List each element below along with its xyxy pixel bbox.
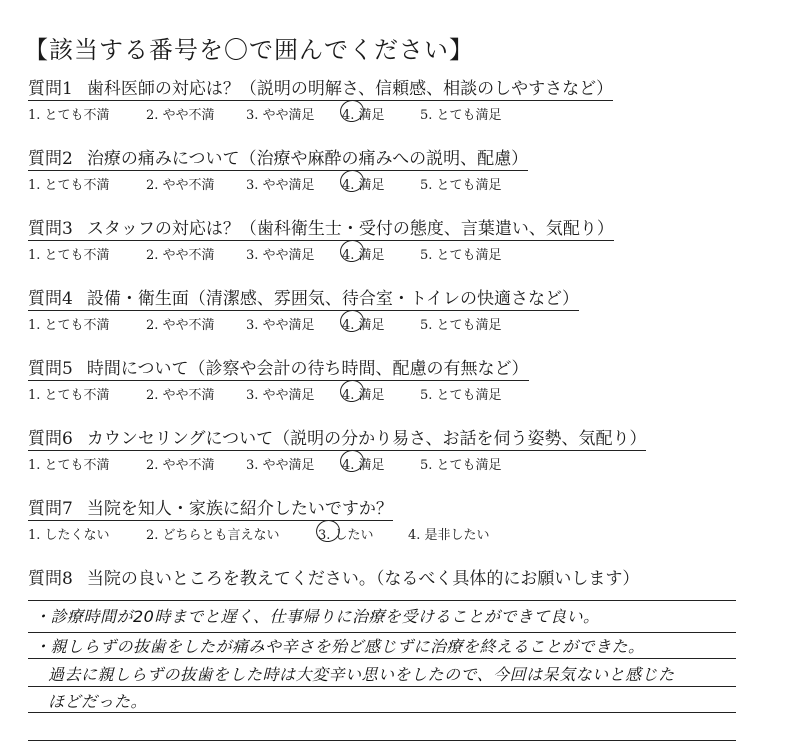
question-number: 質問7 <box>28 499 73 519</box>
option-4[interactable]: 4. 満足 <box>342 388 385 403</box>
option-5[interactable]: 5. とても満足 <box>420 108 502 123</box>
question-3 <box>28 218 768 264</box>
question-text: スタッフの対応は？（歯科衛生士・受付の態度、言葉遣い、気配り） <box>86 219 614 239</box>
question-title <box>28 498 393 522</box>
option-5[interactable]: 5. とても満足 <box>420 178 502 193</box>
question-5 <box>28 358 768 404</box>
question-title <box>28 568 768 591</box>
option-2[interactable]: 2. やや不満 <box>146 458 215 473</box>
question-text: 時間について（診察や会計の待ち時間、配慮の有無など） <box>86 359 529 379</box>
handwritten-answer-line: 過去に親しらずの抜歯をした時は大変辛い思いをしたので、今回は呆気ないと感じた <box>48 665 675 684</box>
option-5[interactable]: 5. とても満足 <box>420 318 502 333</box>
option-3[interactable]: 3. やや満足 <box>246 458 315 473</box>
answer-options <box>28 174 768 194</box>
option-4[interactable]: 4. 満足 <box>342 318 385 333</box>
option-4[interactable]: 4. 満足 <box>342 248 385 263</box>
question-title <box>28 428 646 452</box>
option-1[interactable]: 1. したくない <box>28 528 110 543</box>
question-text: 歯科医師の対応は？（説明の明解さ、信頼感、相談のしやすさなど） <box>86 79 614 99</box>
question-underline <box>28 450 646 451</box>
answer-options <box>28 244 768 264</box>
option-1[interactable]: 1. とても不満 <box>28 458 110 473</box>
question-number: 質問6 <box>28 429 73 449</box>
answer-options <box>28 314 768 334</box>
question-text: 設備・衛生面（清潔感、雰囲気、待合室・トイレの快適さなど） <box>86 289 579 309</box>
option-5[interactable]: 5. とても満足 <box>420 458 502 473</box>
option-3[interactable]: 3. やや満足 <box>246 318 315 333</box>
question-text: 治療の痛みについて（治療や麻酔の痛みへの説明、配慮） <box>86 149 529 169</box>
question-text: 当院の良いところを教えてください。（なるべく具体的にお願いします） <box>86 569 640 589</box>
question-2 <box>28 148 768 194</box>
option-5[interactable]: 5. とても満足 <box>420 388 502 403</box>
question-number: 質問8 <box>28 569 73 589</box>
option-3[interactable]: 3. したい <box>318 528 374 543</box>
handwritten-answer-line: ・診療時間が20時までと遅く、仕事帰りに治療を受けることができて良い。 <box>34 607 600 626</box>
ruled-line <box>28 740 736 741</box>
answer-options <box>28 104 768 124</box>
option-1[interactable]: 1. とても不満 <box>28 178 110 193</box>
ruled-line <box>28 658 736 659</box>
question-number: 質問3 <box>28 219 73 239</box>
option-2[interactable]: 2. どちらとも言えない <box>146 528 280 543</box>
option-3[interactable]: 3. やや満足 <box>246 178 315 193</box>
question-number: 質問2 <box>28 149 73 169</box>
option-2[interactable]: 2. やや不満 <box>146 178 215 193</box>
question-title <box>28 148 528 172</box>
option-4[interactable]: 4. 満足 <box>342 178 385 193</box>
question-number: 質問4 <box>28 289 73 309</box>
option-2[interactable]: 2. やや不満 <box>146 108 215 123</box>
question-text: カウンセリングについて（説明の分かり易さ、お話を伺う姿勢、気配り） <box>86 429 647 449</box>
answer-options <box>28 454 768 474</box>
question-title <box>28 358 529 382</box>
question-title <box>28 218 614 242</box>
question-underline <box>28 520 393 521</box>
option-3[interactable]: 3. やや満足 <box>246 108 315 123</box>
ruled-line <box>28 686 736 687</box>
answer-options <box>28 384 768 404</box>
question-underline <box>28 240 614 241</box>
question-6 <box>28 428 768 474</box>
option-1[interactable]: 1. とても不満 <box>28 108 110 123</box>
question-underline <box>28 100 613 101</box>
option-3[interactable]: 3. やや満足 <box>246 248 315 263</box>
option-5[interactable]: 5. とても満足 <box>420 248 502 263</box>
question-number: 質問5 <box>28 359 73 379</box>
question-underline <box>28 310 579 311</box>
option-4[interactable]: 4. 満足 <box>342 458 385 473</box>
option-4[interactable]: 4. 是非したい <box>408 528 490 543</box>
question-1 <box>28 78 768 124</box>
ruled-line <box>28 632 736 633</box>
option-1[interactable]: 1. とても不満 <box>28 318 110 333</box>
question-title <box>28 288 579 312</box>
question-underline <box>28 380 529 381</box>
handwritten-answer-line: ・親しらずの抜歯をしたが痛みや辛さを殆ど感じずに治療を終えることができた。 <box>34 637 645 656</box>
handwritten-answer-line: ほどだった。 <box>48 692 148 711</box>
question-8 <box>28 568 768 591</box>
question-text: 当院を知人・家族に紹介したいですか？ <box>86 499 393 519</box>
option-2[interactable]: 2. やや不満 <box>146 318 215 333</box>
form-heading: 【該当する番号を〇で囲んでください】 <box>24 36 474 64</box>
question-underline <box>28 170 528 171</box>
option-3[interactable]: 3. やや満足 <box>246 388 315 403</box>
question-4 <box>28 288 768 334</box>
question-number: 質問1 <box>28 79 73 99</box>
option-1[interactable]: 1. とても不満 <box>28 388 110 403</box>
ruled-line <box>28 600 736 601</box>
option-4[interactable]: 4. 満足 <box>342 108 385 123</box>
option-2[interactable]: 2. やや不満 <box>146 388 215 403</box>
ruled-line <box>28 712 736 713</box>
option-1[interactable]: 1. とても不満 <box>28 248 110 263</box>
question-title <box>28 78 613 102</box>
question-7 <box>28 498 768 544</box>
option-2[interactable]: 2. やや不満 <box>146 248 215 263</box>
answer-options <box>28 524 768 544</box>
